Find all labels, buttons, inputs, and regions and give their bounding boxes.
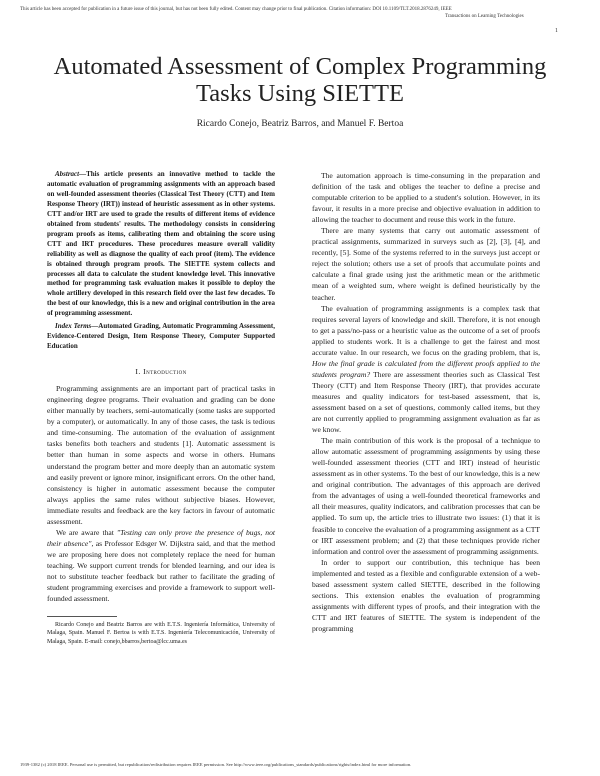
journal-name: Transactions on Learning Technologies (445, 14, 524, 19)
section-number: I. (135, 367, 141, 377)
section-title: Introduction (143, 367, 187, 377)
paragraph-text: , as Professor Edsger W. Dijkstra said, and that the method we are proposing here does not completely replace the need for human teaching. We support current trends for blended learning, and our idea is not to substitute teacher feedback but rather to facilitate the grading of student programming exercises and provide a framework to support well-founded assessment. (47, 538, 276, 604)
author-affiliation-footnote: Ricardo Conejo and Beatriz Barros are with E.T.S. Ingeniería Informática, University of Malaga, Spain. Manuel F. Bertoa is with E.T.S. Ingeniería Telecomunicación, University of Malaga, Spain. E-mail: conejo,bbarros,bertoa@lcc.uma.es (47, 622, 275, 645)
paragraph-text: We are aware that (56, 527, 117, 537)
copyright-footer: 1939-1382 (c) 2018 IEEE. Personal use is permitted, but republication/redistribution requires IEEE permission. See http://www.ieee.org/publications_standards/publications/rights/index.html for more information. (20, 762, 412, 767)
index-terms-text: —Automated Grading, Automatic Programming Assessment, Evidence-Centered Design, Item Response Theory, Computer Supported Education (47, 322, 275, 351)
footnote-rule (47, 616, 117, 617)
page-number: 1 (555, 28, 558, 34)
paragraph-text: There are assessment theories such as Classical Test Theory (CTT) and Item Response Theory (IRT), that provides accurate measures and quality indicators for test-based assessment, that is, assessment based on a set of questions, commonly called items, but they are not currently applied to programming assignment evaluation as far as we know. (312, 369, 540, 435)
intro-paragraph-2 (47, 527, 275, 604)
abstract-text: —This article presents an innovative method to tackle the automatic evaluation of programming assignments with an approach based on well-founded assessment theories (Classical Test Theory (CTT) and Item Response Theory (IRT)) instead of heuristic assessment as in other systems. CTT and/or IRT are used to grade the results of different items of evidence obtained from students' results. The methodology consists in considering program proofs as items, calibrating them and obtaining the score using CTT and IRT procedures. These procedures measure overall validity reliability as well as diagnose the quality of each proof (item). The evidence is obtained through program proofs. The SIETTE system collects and processes all data to calculate the student knowledge level. This innovative method for programming task evaluation makes it possible to deploy the whole artillery developed in this research field over the last few decades. To the best of our knowledge, this is a new and original contribution in the area of programming assessment. (47, 170, 275, 318)
accepted-notice: This article has been accepted for publication in a future issue of this journal, but has not been fully edited. Content may change prior to final publication. Citation information: DOI 10.1109/TLT.2018.2876249, IEEE (20, 7, 452, 12)
left-column (47, 170, 275, 646)
body-paragraph-1: The automation approach is time-consuming in the preparation and definition of the task and obliges the teacher to define a precise and computable criterion to be applied to a student's solution. However, in its favour, it results in a more precise and objective evaluation in addition to allowing the teacher to document and reuse this work in the future. (312, 171, 540, 225)
author-list: Ricardo Conejo, Beatriz Barros, and Manuel F. Bertoa (196, 119, 404, 129)
body-paragraph-4: The main contribution of this work is the proposal of a technique to allow automatic assessment of programming assignments by using these well-founded assessment theories (CTT and IRT) instead of heuristic assessment as in other systems. To the best of our knowledge, this is a new and original contribution. The advantages of this approach are derived from the advantages of using a well-founded theoretical frameworks and all their measures, quality indicators, and calibration processes that can be applied. To sum up, the article tries to illustrate two issues: (1) that it is feasible to conceive the evaluation of a programming assignment as a CTT or IRT assessment problem; and (2) that these techniques provide richer information and control over the assessment of programming assignments. (312, 436, 540, 556)
body-paragraph-2: There are many systems that carry out automatic assessment of practical assignments, summarized in surveys such as [2], [3], [4], and recently, [5]. Some of the systems referred to in the surveys just accept or reject the solution; others use a set of proofs that accumulate points and calculate a final grade using just the arithmetic mean or the arithmetic mean of a weighted sum, where weight is defined heuristically by the teacher. (312, 226, 540, 302)
research-question: How the final grade is calculated from the different proofs applied to the students program? (312, 358, 540, 379)
section-heading (47, 366, 275, 377)
body-paragraph-3 (312, 303, 540, 436)
paper-title: Automated Assessment of Complex Programming Tasks Using SIETTE (53, 53, 547, 107)
dijkstra-quote: "Testing can only prove the presence of bugs, not their absence" (47, 527, 275, 548)
running-header (20, 6, 560, 20)
abstract (47, 170, 275, 319)
index-terms-label: Index Terms (55, 322, 92, 331)
intro-paragraph-1: Programming assignments are an important part of practical tasks in engineering degree programs. Their evaluation and grading can be done either manually by teachers, semi-automatically (some tasks are supported by a computer), or automatically. In any of those cases, the task is tedious and time-consuming. The automation of the evaluation of assignment tasks benefits both teachers and students [1]. Automatic assessment is better than human in some aspects and worse in others. Humans understand the program better and more deeply than an automatic system and easily prevent or ignore minor, insignificant errors. On the other hand, consistency is higher in automatic assessment because the computer always applies the same rules without subjective biases. However, immediate results and feedback are the key factors in favour of automatic assessment. (47, 384, 275, 526)
index-terms (47, 322, 275, 352)
right-column (312, 170, 540, 634)
paragraph-text: The evaluation of programming assignments is a complex task that requires several layers of knowledge and skill. Therefore, it is not enough to get a pass/no-pass or a heuristic value as the outcome of a set of proofs applied to students work. It is a challenge to get the fairest and most accurate value. In our research, we focus on the grading problem, that is, (312, 303, 540, 357)
body-paragraph-5: In order to support our contribution, this technique has been implemented and tested as a flexible and configurable extension of a web-based assessment system called SIETTE, described in the following sections. This extension enables the evaluation of programming assignments with different types of proofs, and their integration with the CTT and IRT features of SIETTE. The system is independent of the programming (312, 557, 540, 633)
abstract-label: Abstract (55, 170, 80, 178)
